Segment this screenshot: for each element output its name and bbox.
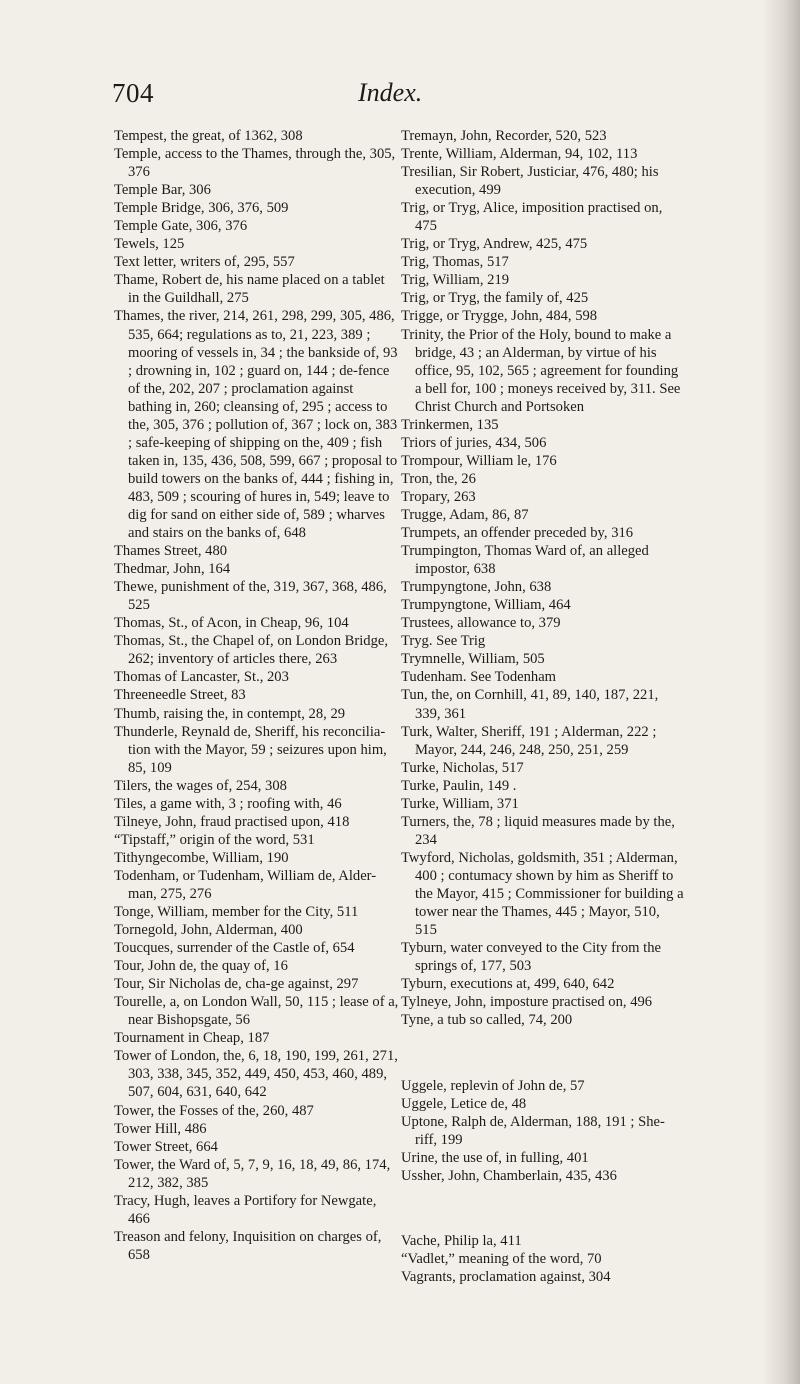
index-entry: “Tipstaff,” origin of the word, 531 <box>114 831 315 848</box>
index-entry: Thames, the river, 214, 261, 298, 299, 305, 486, 535, 664; regulations as to, 21, 223, 389 ; mooring of vessels in, 34 ; the bankside of, 93 ; drowning in, 102 ; guard on, 144 ; de-fence of the, 202, 207 ; proclamation against bathing in, 260; cleansing of, 295 ; access to the, 305, 376 ; pollution of, 367 ; lock on, 383 ; safe-keeping of shipping on the, 409 ; fish taken in, 135, 436, 508, 599, 667 ; proposal to build towers on the banks of, 444 ; fishing in, 483, 509 ; scouring of hures in, 549; leave to dig for sand on either side of, 589 ; wharves and stairs on the banks of, 648 <box>114 308 398 542</box>
index-entry: Tudenham. See Todenham <box>401 669 557 686</box>
index-entry: Thomas of Lancaster, St., 203 <box>114 669 289 686</box>
index-entry: Tour, Sir Nicholas de, cha-ge against, 297 <box>114 976 359 993</box>
index-entry: Trinity, the Prior of the Holy, bound to make a bridge, 43 ; an Alderman, by virtue of his office, 95, 102, 565 ; agreement for founding a bell for, 100 ; moneys received by, 311. See Christ Church and Portsoken <box>401 326 681 415</box>
index-entry: Temple Bridge, 306, 376, 509 <box>114 200 289 217</box>
index-entry: Uptone, Ralph de, Alderman, 188, 191 ; She-riff, 199 <box>401 1113 665 1148</box>
index-entry: Tower, the Ward of, 5, 7, 9, 16, 18, 49, 86, 174, 212, 382, 385 <box>114 1156 391 1191</box>
index-entry: Tryg. See Trig <box>401 633 486 650</box>
index-entry: Thumb, raising the, in contempt, 28, 29 <box>114 705 346 722</box>
index-entry: Tower, the Fosses of the, 260, 487 <box>114 1102 314 1119</box>
index-entry: Trig, or Tryg, Andrew, 425, 475 <box>401 236 588 253</box>
index-entry: “Vadlet,” meaning of the word, 70 <box>401 1251 602 1268</box>
index-column-right <box>401 127 684 1286</box>
index-entry: Ussher, John, Chamberlain, 435, 436 <box>401 1167 617 1184</box>
index-entry: Thames Street, 480 <box>114 543 228 560</box>
index-entry: Turke, Paulin, 149 . <box>401 777 517 794</box>
index-entry: Trompour, William le, 176 <box>401 452 557 469</box>
index-entry: Tourelle, a, on London Wall, 50, 115 ; lease of a, near Bishopsgate, 56 <box>114 994 399 1029</box>
index-entry: Thedmar, John, 164 <box>114 561 231 578</box>
index-entry: Triors of juries, 434, 506 <box>401 434 547 451</box>
page-edge-shadow <box>762 0 800 1384</box>
index-entry: Urine, the use of, in fulling, 401 <box>401 1149 589 1166</box>
running-head: Index. <box>358 78 423 107</box>
index-entry: Treason and felony, Inquisition on charges of, 658 <box>114 1228 382 1263</box>
index-entry: Uggele, Letice de, 48 <box>401 1095 527 1112</box>
index-entry: Tyne, a tub so called, 74, 200 <box>401 1012 573 1029</box>
index-entry: Turk, Walter, Sheriff, 191 ; Alderman, 222 ; Mayor, 244, 246, 248, 250, 251, 259 <box>401 723 657 758</box>
index-entry: Tower of London, the, 6, 18, 190, 199, 261, 271, 303, 338, 345, 352, 449, 450, 453, 460, 489, 507, 604, 631, 640, 642 <box>114 1048 398 1101</box>
index-entry: Tun, the, on Cornhill, 41, 89, 140, 187, 221, 339, 361 <box>401 687 659 722</box>
index-entry: Tylneye, John, imposture practised on, 496 <box>401 994 653 1011</box>
index-entry: Twyford, Nicholas, goldsmith, 351 ; Alderman, 400 ; contumacy shown by him as Sheriff to the Mayor, 415 ; Commissioner for building a tower near the Thames, 445 ; Mayor, 510, 515 <box>401 849 684 939</box>
index-entry: Thunderle, Reynald de, Sheriff, his reconcilia-tion with the Mayor, 59 ; seizures upon him, 85, 109 <box>114 723 387 776</box>
index-entry: Tiles, a game with, 3 ; roofing with, 46 <box>114 795 342 812</box>
index-entry: Trigge, or Trygge, John, 484, 598 <box>401 308 598 325</box>
section-gap <box>401 1044 684 1062</box>
index-entry: Text letter, writers of, 295, 557 <box>114 254 295 271</box>
index-entry: Thame, Robert de, his name placed on a tablet in the Guildhall, 275 <box>114 272 385 307</box>
index-entry: Tropary, 263 <box>401 488 476 505</box>
index-entry: Tower Street, 664 <box>114 1138 218 1155</box>
index-entry: Tyburn, executions at, 499, 640, 642 <box>401 976 615 993</box>
index-entry: Tron, the, 26 <box>401 470 476 487</box>
section-gap <box>401 1199 684 1217</box>
index-entry: Toucques, surrender of the Castle of, 654 <box>114 940 355 957</box>
index-entry: Thomas, St., of Acon, in Cheap, 96, 104 <box>114 615 349 632</box>
index-entry: Tresilian, Sir Robert, Justiciar, 476, 480; his execution, 499 <box>401 164 659 199</box>
index-entry: Trymnelle, William, 505 <box>401 651 545 668</box>
page-number: 704 <box>112 78 154 108</box>
index-entry: Trig, William, 219 <box>401 272 510 289</box>
index-entry: Trumpyngtone, William, 464 <box>401 597 571 614</box>
index-entry: Trente, William, Alderman, 94, 102, 113 <box>401 146 638 163</box>
index-entry: Temple, access to the Thames, through the, 305, 376 <box>114 146 396 181</box>
index-entry: Tewels, 125 <box>114 236 185 253</box>
index-entry: Tower Hill, 486 <box>114 1120 207 1137</box>
index-entry: Tilers, the wages of, 254, 308 <box>114 777 287 794</box>
index-entry: Trig, or Tryg, the family of, 425 <box>401 290 589 307</box>
index-entry: Tornegold, John, Alderman, 400 <box>114 922 303 939</box>
index-column-left <box>114 127 399 1264</box>
index-entry: Vache, Philip la, 411 <box>401 1233 522 1249</box>
index-entry: Trugge, Adam, 86, 87 <box>401 506 529 523</box>
index-entry: Turners, the, 78 ; liquid measures made by the, 234 <box>401 813 675 848</box>
index-entry: Uggele, replevin of John de, 57 <box>401 1077 585 1094</box>
index-entry: Threeneedle Street, 83 <box>114 687 246 704</box>
index-entry: Temple Bar, 306 <box>114 182 211 199</box>
index-entry: Tracy, Hugh, leaves a Portifory for Newgate, 466 <box>114 1192 377 1227</box>
index-entry: Trinkermen, 135 <box>401 416 499 433</box>
index-entry: Tremayn, John, Recorder, 520, 523 <box>401 128 607 144</box>
index-entry: Trustees, allowance to, 379 <box>401 615 561 632</box>
index-entry: Turke, William, 371 <box>401 795 519 812</box>
index-entry: Tyburn, water conveyed to the City from the springs of, 177, 503 <box>401 940 661 975</box>
index-entry: Tilneye, John, fraud practised upon, 418 <box>114 813 350 830</box>
index-entry: Tour, John de, the quay of, 16 <box>114 958 288 975</box>
index-entry: Tournament in Cheap, 187 <box>114 1030 270 1047</box>
index-entry: Trumpyngtone, John, 638 <box>401 579 552 596</box>
index-entry: Thomas, St., the Chapel of, on London Bridge, 262; inventory of articles there, 263 <box>114 633 389 668</box>
index-entry: Trig, or Tryg, Alice, imposition practised on, 475 <box>401 200 663 235</box>
index-entry: Tithyngecombe, William, 190 <box>114 849 289 866</box>
index-entry: Trumpington, Thomas Ward of, an alleged impostor, 638 <box>401 543 649 578</box>
index-entry: Temple Gate, 306, 376 <box>114 218 248 235</box>
index-entry: Turke, Nicholas, 517 <box>401 759 524 776</box>
index-entry: Trumpets, an offender preceded by, 316 <box>401 525 634 542</box>
index-entry: Tonge, William, member for the City, 511 <box>114 904 359 921</box>
index-entry: Vagrants, proclamation against, 304 <box>401 1269 611 1286</box>
index-entry: Trig, Thomas, 517 <box>401 254 509 271</box>
index-entry: Todenham, or Tudenham, William de, Alder-man, 275, 276 <box>114 867 377 902</box>
index-entry: Tempest, the great, of 1362, 308 <box>114 128 303 144</box>
index-entry: Thewe, punishment of the, 319, 367, 368, 486, 525 <box>114 579 387 614</box>
